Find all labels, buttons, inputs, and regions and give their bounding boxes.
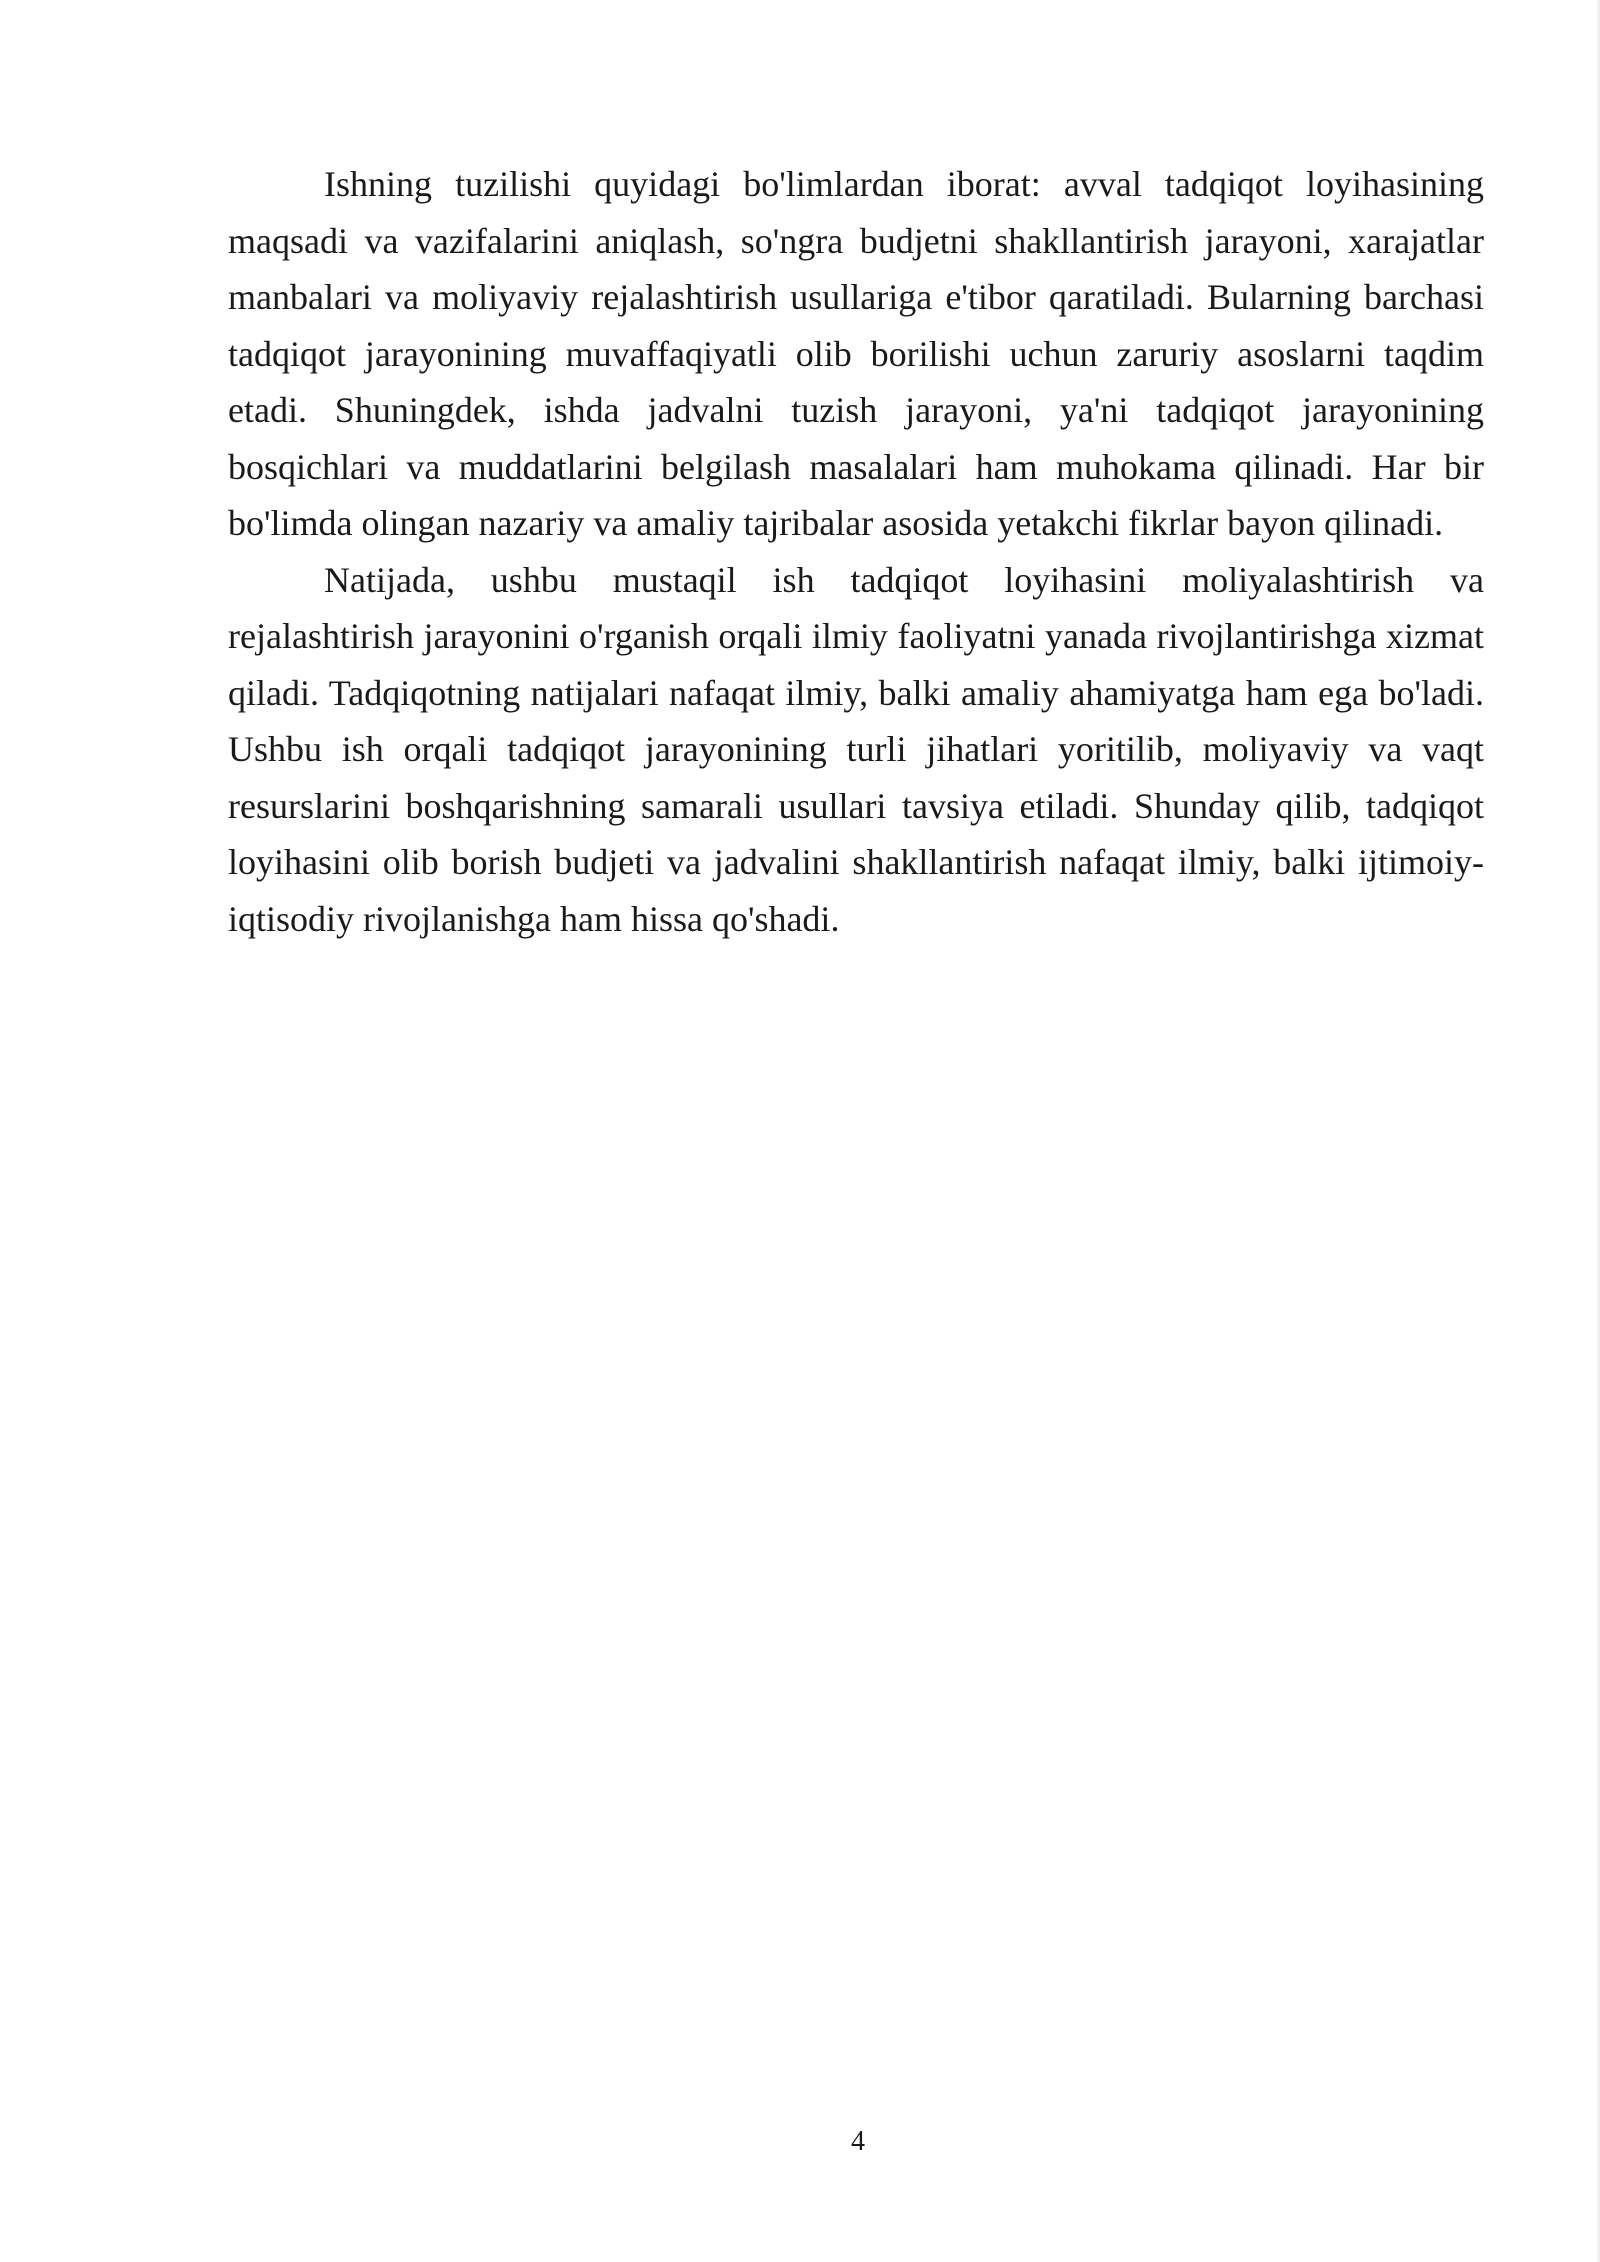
page-edge-shadow xyxy=(1596,0,1600,2262)
paragraph: Ishning tuzilishi quyidagi bo'limlardan iborat: avval tadqiqot loyihasining maqsadi va vazifalarini aniqlash, so'ngra budjetni shakllantirish jarayoni, xarajatlar manbalari va moliyaviy rejalashtirish usullariga e'tibor qaratiladi. Bularning barchasi tadqiqot jarayonining muvaffaqiyatli olib borilishi uchun zaruriy asoslarni taqdim etadi. Shuningdek, ishda jadvalni tuzish jarayoni, ya'ni tadqiqot jarayonining bosqichlari va muddatlarini belgilash masalalari ham muhokama qilinadi. Har bir bo'limda olingan nazariy va amaliy tajribalar asosida yetakchi fikrlar bayon qilinadi. xyxy=(228,164,1484,543)
page-number: 4 xyxy=(851,2126,865,2157)
paragraph: Natijada, ushbu mustaqil ish tadqiqot loyihasini moliyalashtirish va rejalashtirish jarayonini o'rganish orqali ilmiy faoliyatni yanada rivojlantirishga xizmat qiladi. Tadqiqotning natijalari nafaqat ilmiy, balki amaliy ahamiyatga ham ega bo'ladi. Ushbu ish orqali tadqiqot jarayonining turli jihatlari yoritilib, moliyaviy va vaqt resurslarini boshqarishning samarali usullari tavsiya etiladi. Shunday qilib, tadqiqot loyihasini olib borish budjeti va jadvalini shakllantirish nafaqat ilmiy, balki ijtimoiy-iqtisodiy rivojlanishga ham hissa qo'shadi. xyxy=(228,559,1484,939)
body-text xyxy=(228,156,1484,947)
